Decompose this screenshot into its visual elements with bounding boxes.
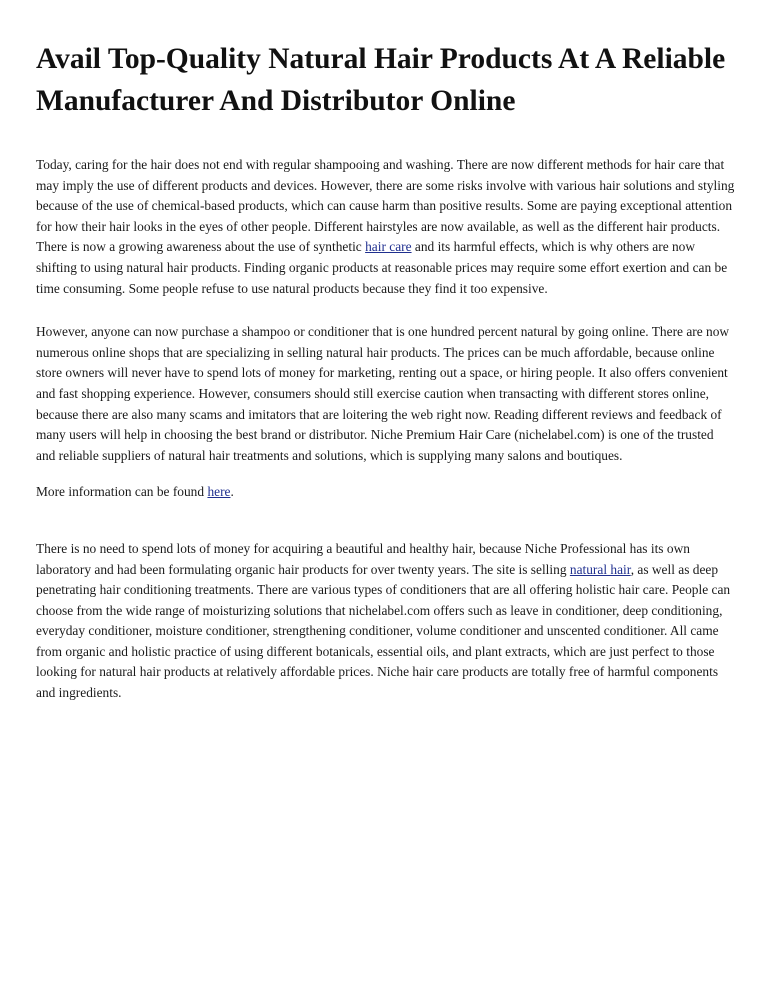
paragraph-niche-professional (36, 539, 736, 704)
more-info-text: More information can be found (36, 484, 208, 500)
paragraph-intro-text-1: Today, caring for the hair does not end with regular shampooing and washing. There are now different methods for hair care that may imply the use of different products and devices. However, there are some risks involve with various hair solutions and styling because of the use of chemical-based products, which can cause harm than positive results. Some are paying exceptional attention for how their hair looks in the eyes of other people. Different hairstyles are now available, as well as the different hair products. There is now a growing awareness about the use of synthetic (36, 157, 735, 255)
paragraph-more-info (36, 482, 736, 503)
paragraph-online-shopping: However, anyone can now purchase a shampoo or conditioner that is one hundred percent natural by going online. There are now numerous online shops that are specializing in selling natural hair products. The prices can be much affordable, because online store owners will never have to spend lots of money for marketing, renting out a space, or hiring people. It also offers convenient and fast shopping experience. However, consumers should still exercise caution when transacting with different stores online, because there are also many scams and imitators that are loitering the web right now. Reading different reviews and feedback of many users will help in choosing the best brand or distributor. Niche Premium Hair Care (nichelabel.com) is one of the trusted and reliable suppliers of natural hair treatments and solutions, which is supplying many salons and boutiques. (36, 324, 730, 463)
paragraph-niche-text-1: There is no need to spend lots of money for acquiring a beautiful and healthy hair, because Niche Professional has its own laboratory and had been formulating organic hair products for over twenty years. The site is selling (36, 540, 690, 577)
paragraph-intro (36, 155, 736, 299)
here-link[interactable]: here (207, 484, 231, 500)
page-title: Avail Top-Quality Natural Hair Products At A Reliable Manufacturer And Distributor Online (36, 43, 726, 117)
paragraph-niche-text-2: , as well as deep penetrating hair conditioning treatments. There are various types of conditioners that are all offering holistic hair care. People can choose from the wide range of moisturizing solutions that nichelabel.com offers such as leave in conditioner, deep conditioning, everyday conditioner, moisture conditioner, strengthening conditioner, volume conditioner and unscented conditioner. All came from organic and holistic practice of using different botanicals, essential oils, and plant extracts, which are just perfect to those looking for natural hair products at relatively affordable prices. Niche hair care products are totally free of harmful components and ingredients. (36, 561, 731, 701)
natural-hair-link[interactable]: natural hair (569, 561, 631, 577)
document-page (36, 38, 736, 704)
more-info-period: . (230, 484, 234, 500)
hair-care-link[interactable]: hair care (365, 239, 412, 255)
paragraph-intro-text-2: and its harmful effects, which is why others are now shifting to using natural hair products. Finding organic products at reasonable prices may require some effort exertion and can be time consuming. Some people refuse to use natural products because they find it too expensive. (36, 239, 728, 296)
